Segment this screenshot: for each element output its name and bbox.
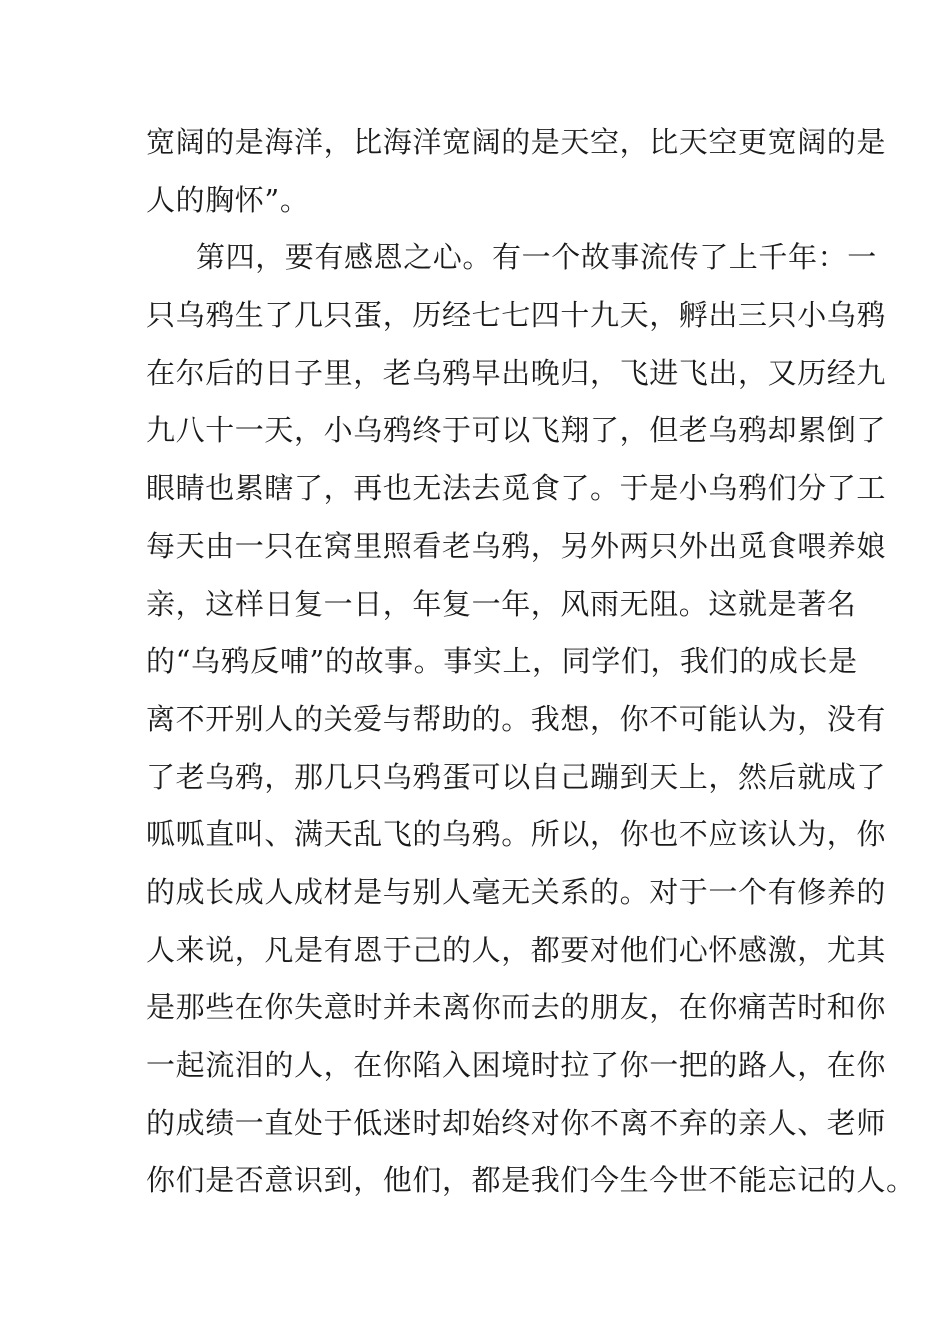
text-line: 人的胸怀”。 <box>146 182 310 217</box>
text-line: 一起流泪的人，在你陷入困境时拉了你一把的路人，在你 <box>146 1048 887 1082</box>
text-line: 的成长成人成材是与别人毫无关系的。对于一个有修养的 <box>146 874 887 909</box>
text-line: 宽阔的是海洋，比海洋宽阔的是天空，比天空更宽阔的是 <box>146 125 887 159</box>
text-line: 了老乌鸦，那几只乌鸦蛋可以自己蹦到天上，然后就成了 <box>146 759 887 794</box>
text-line: 的成绩一直处于低迷时却始终对你不离不弃的亲人、老师 <box>146 1105 887 1140</box>
text-line: 的“乌鸦反哺”的故事。事实上，同学们，我们的成长是 <box>146 644 858 679</box>
text-line: 眼睛也累瞎了，再也无法去觅食了。于是小乌鸦们分了工 <box>146 471 887 506</box>
text-line: 九八十一天，小乌鸦终于可以飞翔了，但老乌鸦却累倒了 <box>146 413 887 448</box>
text-line: 在尔后的日子里，老乌鸦早出晚归，飞进飞出，又历经九 <box>146 355 887 390</box>
text-line: 人来说，凡是有恩于己的人，都要对他们心怀感激，尤其 <box>146 932 887 967</box>
text-line: 每天由一只在窝里照看老乌鸦，另外两只外出觅食喂养娘 <box>146 528 887 563</box>
paragraph-start-line: 第四，要有感恩之心。有一个故事流传了上千年：一 <box>196 240 877 275</box>
body-text <box>146 114 916 1210</box>
text-line: 你们是否意识到，他们，都是我们今生今世不能忘记的人。 <box>146 1163 916 1198</box>
text-line: 呱呱直叫、满天乱飞的乌鸦。所以，你也不应该认为，你 <box>146 817 887 852</box>
text-line: 离不开别人的关爱与帮助的。我想，你不可能认为，没有 <box>146 701 887 736</box>
text-line: 亲，这样日复一日，年复一年，风雨无阻。这就是著名 <box>146 586 857 621</box>
text-line: 是那些在你失意时并未离你而去的朋友，在你痛苦时和你 <box>146 990 887 1025</box>
text-line: 只乌鸦生了几只蛋，历经七七四十九天，孵出三只小乌鸦 <box>146 298 887 333</box>
